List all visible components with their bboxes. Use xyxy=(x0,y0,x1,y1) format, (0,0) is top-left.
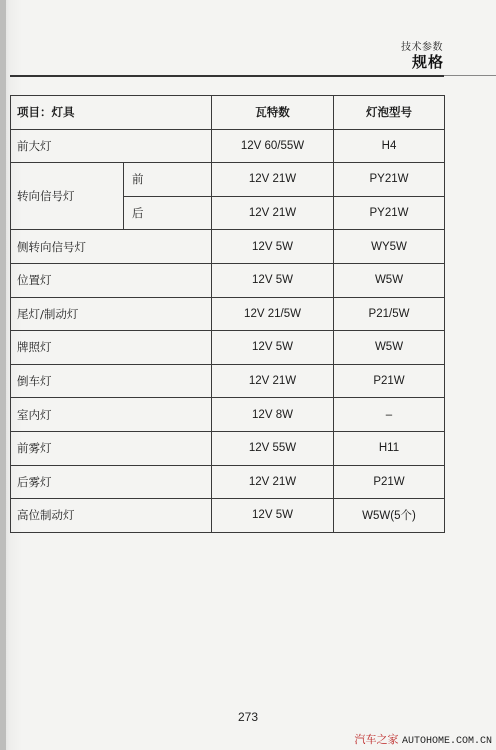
table-row xyxy=(11,499,445,533)
table-row xyxy=(11,297,445,331)
watermark-brand: 汽车之家 xyxy=(354,733,399,746)
wattage-value: 12V 5W xyxy=(212,331,334,365)
watermark xyxy=(354,731,492,747)
bulb-type-value: P21W xyxy=(334,465,445,499)
lamp-name: 高位制动灯 xyxy=(11,499,212,533)
table-row xyxy=(11,230,445,264)
wattage-value: 12V 5W xyxy=(212,263,334,297)
lamp-name: 前雾灯 xyxy=(11,431,212,465)
bulb-type-value: W5W(5个) xyxy=(334,499,445,533)
bulb-type-value: P21/5W xyxy=(334,297,445,331)
table-header-row xyxy=(11,96,445,130)
wattage-value: 12V 21W xyxy=(212,163,334,197)
table-row xyxy=(11,129,445,163)
lamp-position: 后 xyxy=(124,196,212,230)
column-header-bulb-type: 灯泡型号 xyxy=(334,96,445,130)
lamp-position: 前 xyxy=(124,163,212,197)
wattage-value: 12V 60/55W xyxy=(212,129,334,163)
wattage-value: 12V 21W xyxy=(212,196,334,230)
lamp-name: 牌照灯 xyxy=(11,331,212,365)
header-rule xyxy=(10,75,444,77)
wattage-value: 12V 21W xyxy=(212,364,334,398)
bulb-type-value: – xyxy=(334,398,445,432)
column-header-wattage: 瓦特数 xyxy=(212,96,334,130)
bulb-type-value: WY5W xyxy=(334,230,445,264)
column-header-item: 项目：灯具 xyxy=(11,96,212,130)
header-rule-extension xyxy=(444,75,496,76)
wattage-value: 12V 5W xyxy=(212,499,334,533)
wattage-value: 12V 55W xyxy=(212,431,334,465)
lamp-name: 前大灯 xyxy=(11,129,212,163)
lamp-name: 侧转向信号灯 xyxy=(11,230,212,264)
bulb-spec-table xyxy=(10,95,445,533)
lamp-name: 倒车灯 xyxy=(11,364,212,398)
lamp-name: 位置灯 xyxy=(11,263,212,297)
bulb-type-value: P21W xyxy=(334,364,445,398)
wattage-value: 12V 21/5W xyxy=(212,297,334,331)
bulb-type-value: W5W xyxy=(334,263,445,297)
table-row xyxy=(11,398,445,432)
bulb-type-value: H11 xyxy=(334,431,445,465)
table-row xyxy=(11,465,445,499)
table-row xyxy=(11,163,445,197)
section-label: 技术参数 xyxy=(401,42,443,53)
lamp-name: 尾灯/制动灯 xyxy=(11,297,212,331)
wattage-value: 12V 21W xyxy=(212,465,334,499)
bulb-type-value: PY21W xyxy=(334,196,445,230)
page-number: 273 xyxy=(237,710,259,724)
lamp-name: 转向信号灯 xyxy=(11,163,124,230)
watermark-site: AUTOHOME.COM.CN xyxy=(401,736,492,747)
table-row xyxy=(11,431,445,465)
bulb-type-value: W5W xyxy=(334,331,445,365)
table-row xyxy=(11,331,445,365)
wattage-value: 12V 5W xyxy=(212,230,334,264)
section-title: 规格 xyxy=(411,53,444,71)
bulb-type-value: H4 xyxy=(334,129,445,163)
table-row xyxy=(11,263,445,297)
lamp-name: 室内灯 xyxy=(11,398,212,432)
lamp-name: 后雾灯 xyxy=(11,465,212,499)
wattage-value: 12V 8W xyxy=(212,398,334,432)
table-row xyxy=(11,364,445,398)
bulb-type-value: PY21W xyxy=(334,163,445,197)
page-binding-edge xyxy=(0,0,6,750)
